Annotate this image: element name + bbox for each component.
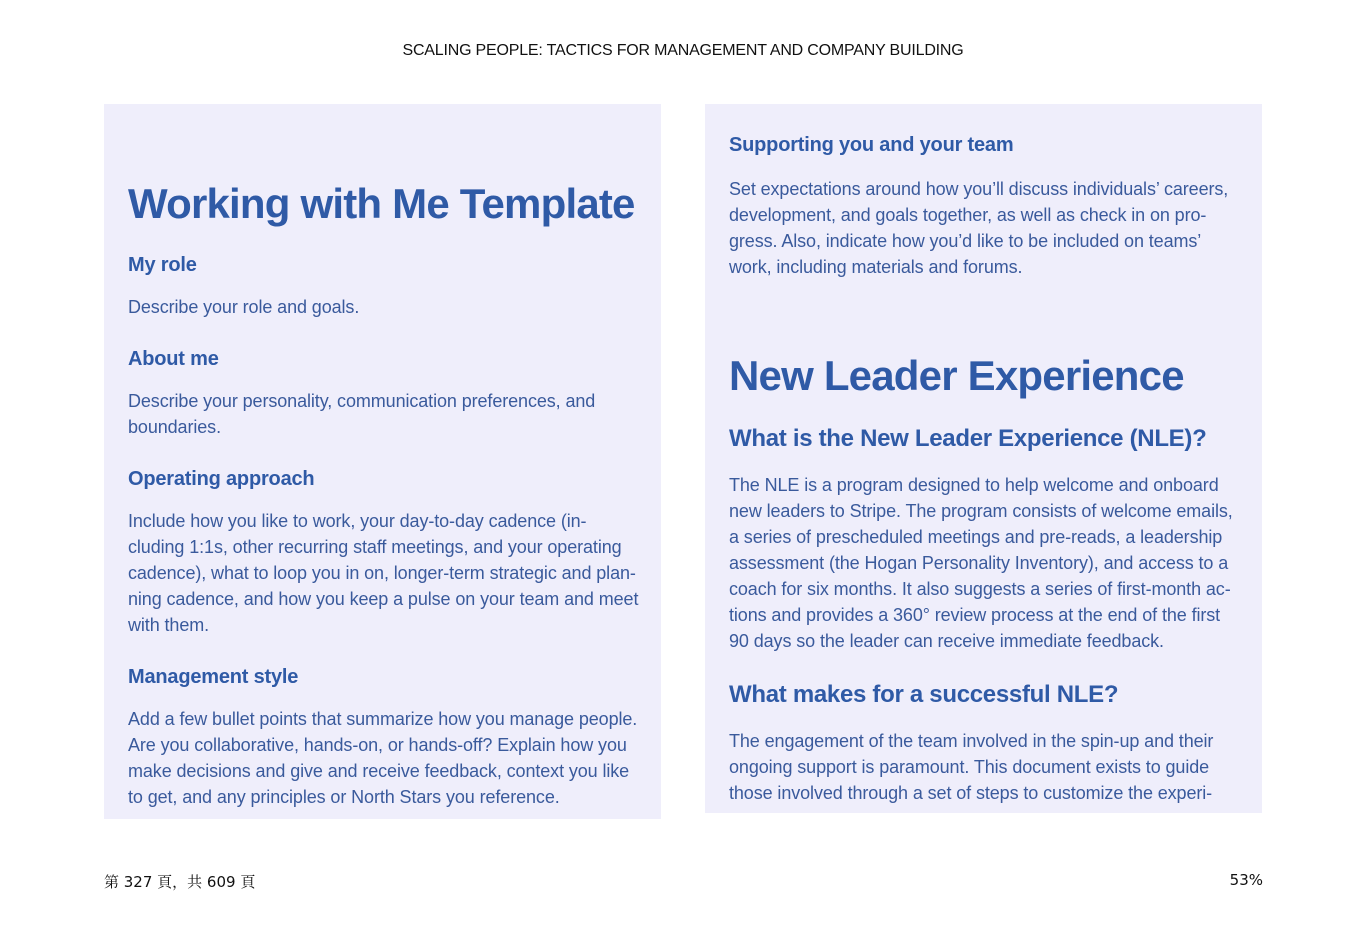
section-heading-operating-approach: Operating approach <box>128 468 315 490</box>
text-line: new leaders to Stripe. The program consists of welcome emails, <box>729 501 1233 521</box>
text-line: those involved through a set of steps to customize the experi- <box>729 783 1213 803</box>
text-line: Include how you like to work, your day-to-day cadence (in- <box>128 511 587 531</box>
book-running-header: SCALING PEOPLE: TACTICS FOR MANAGEMENT AND COMPANY BUILDING <box>402 42 964 59</box>
right-page-panel[interactable] <box>705 104 1262 813</box>
text-line: gress. Also, indicate how you’d like to be included on teams’ <box>729 231 1202 251</box>
text-line: Add a few bullet points that summarize how you manage people. <box>128 709 638 729</box>
text-line: coach for six months. It also suggests a series of first-month ac- <box>729 579 1231 599</box>
section-text-my-role <box>128 294 641 320</box>
zoom-level: 53% <box>1229 871 1263 889</box>
text-line: tions and provides a 360° review process at the end of the first <box>729 605 1221 625</box>
text-line: boundaries. <box>128 417 221 437</box>
text-line: cluding 1:1s, other recurring staff meetings, and your operating <box>128 537 622 557</box>
text-line: with them. <box>128 615 210 635</box>
text-line: development, and goals together, as well as check in on pro- <box>729 205 1207 225</box>
text-line: ning cadence, and how you keep a pulse on your team and meet <box>128 589 639 609</box>
section-heading-management-style: Management style <box>128 666 299 688</box>
section-heading-what-is-nle: What is the New Leader Experience (NLE)? <box>729 425 1207 452</box>
page-indicator: 第 327 頁，共 609 頁 <box>104 873 256 891</box>
text-line: ongoing support is paramount. This document exists to guide <box>729 757 1210 777</box>
section-text-successful-nle <box>729 728 1242 806</box>
text-line: The engagement of the team involved in the spin-up and their <box>729 731 1214 751</box>
text-line: Set expectations around how you’ll discuss individuals’ careers, <box>729 179 1229 199</box>
section-text-management-style <box>128 706 641 810</box>
section-text-operating-approach <box>128 508 641 638</box>
text-line: 90 days so the leader can receive immediate feedback. <box>729 631 1164 651</box>
text-line: Describe your personality, communication preferences, and <box>128 391 596 411</box>
section-text-supporting-team <box>729 176 1242 280</box>
text-line: to get, and any principles or North Stars you reference. <box>128 787 560 807</box>
section-heading-my-role: My role <box>128 254 197 276</box>
text-line: Are you collaborative, hands-on, or hands-off? Explain how you <box>128 735 627 755</box>
left-page-panel[interactable] <box>104 104 661 819</box>
text-line: Describe your role and goals. <box>128 297 360 317</box>
section-heading-supporting-team: Supporting you and your team <box>729 134 1014 156</box>
text-line: a series of prescheduled meetings and pre-reads, a leadership <box>729 527 1223 547</box>
section-heading-successful-nle: What makes for a successful NLE? <box>729 681 1119 708</box>
page-title-working-with-me: Working with Me Template <box>128 180 635 227</box>
section-text-about-me <box>128 388 641 440</box>
text-line: The NLE is a program designed to help welcome and onboard <box>729 475 1219 495</box>
text-line: cadence), what to loop you in on, longer-term strategic and plan- <box>128 563 636 583</box>
text-line: work, including materials and forums. <box>729 257 1023 277</box>
text-line: assessment (the Hogan Personality Inventory), and access to a <box>729 553 1229 573</box>
section-heading-about-me: About me <box>128 348 219 370</box>
text-line: make decisions and give and receive feedback, context you like <box>128 761 630 781</box>
page-title-new-leader-experience: New Leader Experience <box>729 352 1184 399</box>
section-text-what-is-nle <box>729 472 1242 654</box>
